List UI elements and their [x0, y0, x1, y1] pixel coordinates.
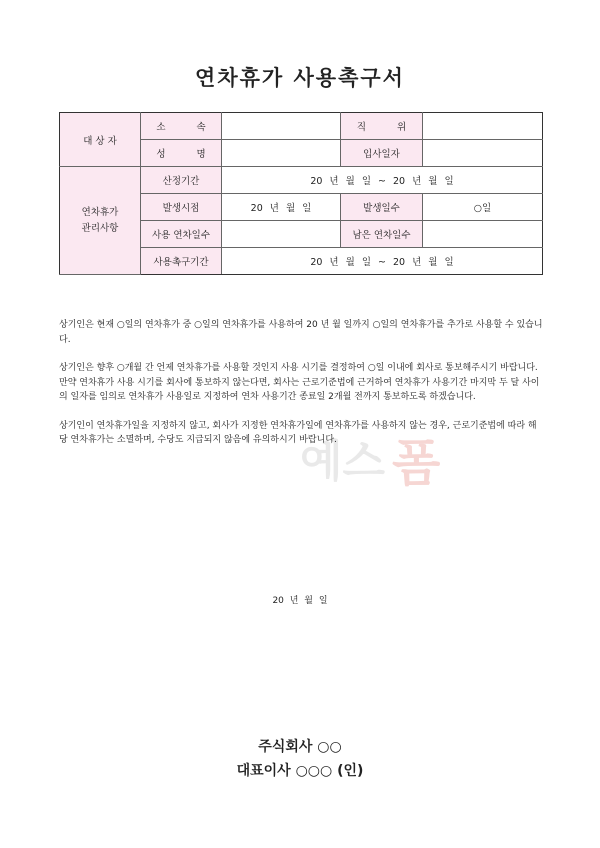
- company-name: 주식회사 ○○: [258, 739, 342, 755]
- prompt-period-label: 사용촉구기간: [141, 248, 222, 275]
- table-row: [60, 113, 543, 140]
- leave-management-label-line2: 관리사항: [81, 222, 119, 234]
- occurrence-date-label: 발생시점: [141, 194, 222, 221]
- remaining-days-field[interactable]: [423, 221, 543, 248]
- paragraph: 상기인은 향후 ○개월 간 언제 연차휴가를 사용할 것인지 사용 시기를 결정하여 ○일 이내에 회사로 통보해주시기 바랍니다. 만약 연차휴가 사용 시기를 회사에 통보하지 않는다면, 회사는 근로기준법에 근거하여 연차휴가 사용기간 마지막 두 달 사이의 일자를 임의로 연차휴가 사용일로 지정하여 연차 사용기간 종료일 2개월 전까지 통보하도록 하겠습니다.: [59, 363, 540, 402]
- position-field[interactable]: [423, 113, 543, 140]
- svg-text:폼: 폼: [392, 434, 441, 492]
- leave-management-label-line1: 연차휴가: [81, 206, 119, 218]
- leave-management-label: [60, 167, 141, 275]
- document-title: 연차휴가 사용촉구서: [195, 66, 405, 90]
- used-days-label: 사용 연차일수: [141, 221, 222, 248]
- svg-text:예스: 예스: [300, 436, 386, 487]
- paragraph: 상기인은 현재 ○일의 연차휴가 중 ○일의 연차휴가를 사용하여 20 년 월 일까지 ○일의 연차휴가를 추가로 사용할 수 있습니다.: [59, 320, 543, 345]
- affiliation-label: 소 속: [141, 113, 222, 140]
- remaining-days-label: 남은 연차일수: [341, 221, 423, 248]
- calc-period-value[interactable]: 20 년 월 일 ~ 20 년 월 일: [222, 167, 543, 194]
- used-days-field[interactable]: [222, 221, 341, 248]
- occurrence-days-value[interactable]: ○일: [423, 194, 543, 221]
- calc-period-label: 산정기간: [141, 167, 222, 194]
- table-row: [60, 167, 543, 194]
- name-label: 성 명: [141, 140, 222, 167]
- leave-info-table: [59, 112, 543, 275]
- prompt-period-value[interactable]: 20 년 월 일 ~ 20 년 월 일: [222, 248, 543, 275]
- occurrence-days-label: 발생일수: [341, 194, 423, 221]
- paragraph: 상기인이 연차휴가일을 지정하지 않고, 회사가 지정한 연차휴가일에 연차휴가를 사용하지 않는 경우, 근로기준법에 따라 해당 연차휴가는 소멸하며, 수당도 지급되지 않음에 유의하시기 바랍니다.: [59, 420, 537, 445]
- body-text: [59, 318, 543, 462]
- name-field[interactable]: [222, 140, 341, 167]
- affiliation-field[interactable]: [222, 113, 341, 140]
- target-label: 대 상 자: [60, 113, 141, 167]
- ceo-signature: 대표이사 ○○○ (인): [236, 763, 364, 779]
- position-label: 직 위: [341, 113, 423, 140]
- hire-date-field[interactable]: [423, 140, 543, 167]
- date-line: 20 년 월 일: [272, 596, 328, 606]
- occurrence-date-value[interactable]: 20 년 월 일: [222, 194, 341, 221]
- hire-date-label: 입사일자: [341, 140, 423, 167]
